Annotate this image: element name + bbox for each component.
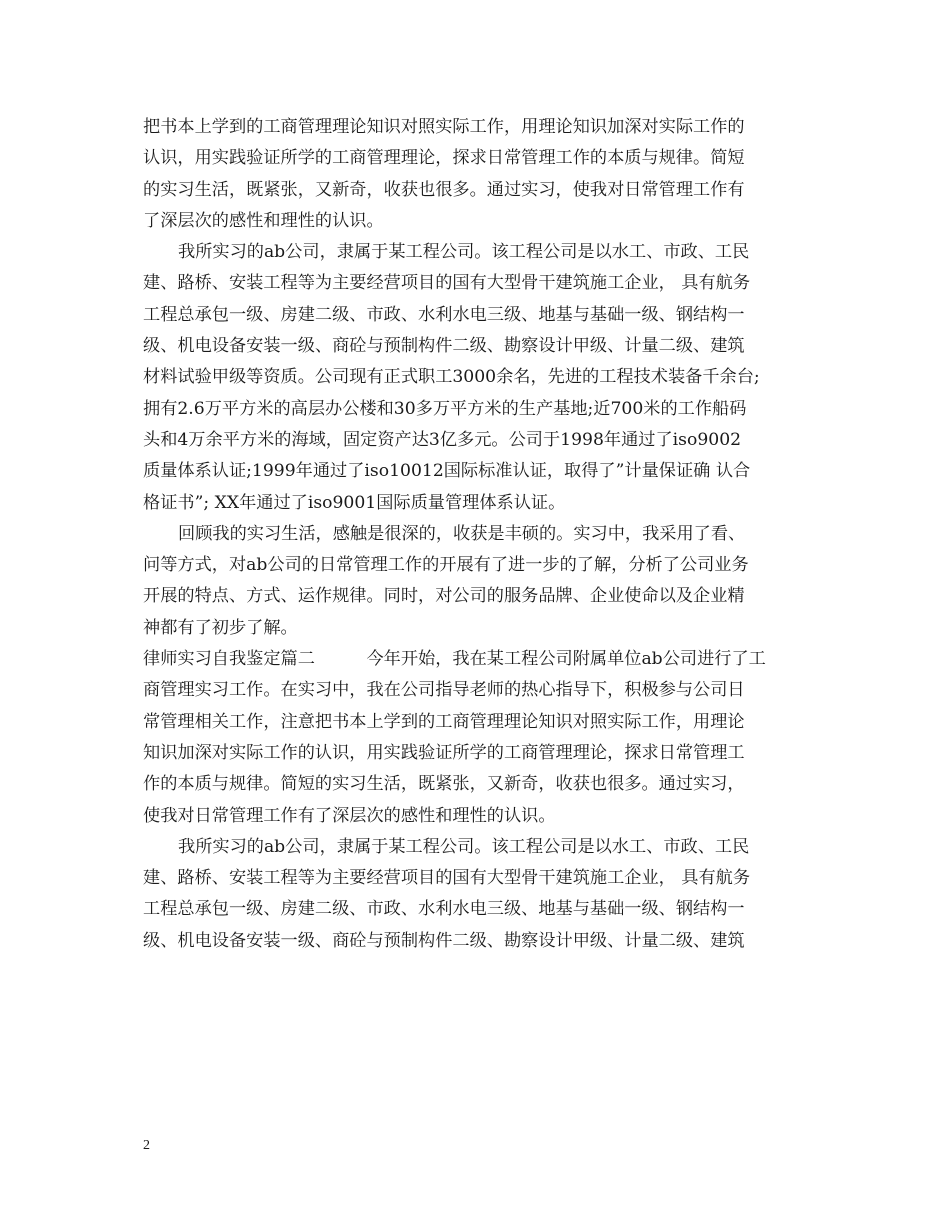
text-line: 知识加深对实际工作的认识，用实践验证所学的工商管理理论，探求日常管理工	[143, 742, 745, 763]
text-line: 了深层次的感性和理性的认识。	[143, 210, 384, 231]
text-line: 常管理相关工作，注意把书本上学到的工商管理理论知识对照实际工作，用理论	[143, 711, 745, 732]
page-number: 2	[143, 1138, 150, 1153]
text-line: 建、路桥、安装工程等为主要经营项目的国有大型骨干建筑施工企业， 具有航务	[143, 868, 751, 889]
text-line: 格证书”; XX年通过了iso9001国际质量管理体系认证。	[143, 492, 566, 513]
text-line: 工程总承包一级、房建二级、市政、水利水电三级、地基与基础一级、钢结构一	[143, 899, 745, 920]
text-line: 质量体系认证;1999年通过了iso10012国际标准认证，取得了”计量保证确 认合	[143, 461, 751, 482]
text-line: 神都有了初步了解。	[143, 617, 298, 638]
document-body	[143, 112, 813, 957]
text-line: 建、路桥、安装工程等为主要经营项目的国有大型骨干建筑施工企业， 具有航务	[143, 273, 751, 294]
text-line: 把书本上学到的工商管理理论知识对照实际工作，用理论知识加深对实际工作的	[143, 117, 745, 137]
text-line: 作的本质与规律。简短的实习生活，既紧张，又新奇，收获也很多。通过实习，	[143, 774, 745, 795]
text-line: 问等方式，对ab公司的日常管理工作的开展有了进一步的了解，分析了公司业务	[143, 555, 749, 576]
text-line: 级、机电设备安装一级、商砼与预制构件二级、勘察设计甲级、计量二级、建筑	[143, 930, 745, 951]
text-line: 我所实习的ab公司，隶属于某工程公司。该工程公司是以水工、市政、工民	[178, 242, 750, 263]
text-line: 认识，用实践验证所学的工商管理理论，探求日常管理工作的本质与规律。简短	[143, 148, 745, 169]
text-line: 材料试验甲级等资质。公司现有正式职工3000余名，先进的工程技术装备千余台;	[143, 367, 760, 388]
text-line: 拥有2.6万平方米的高层办公楼和30多万平方米的生产基地;近700米的工作船码	[143, 398, 747, 419]
text-line: 使我对日常管理工作有了深层次的感性和理性的认识。	[143, 805, 556, 826]
text-line: 商管理实习工作。在实习中，我在公司指导老师的热心指导下，积极参与公司日	[143, 680, 745, 701]
text-line: 开展的特点、方式、运作规律。同时，对公司的服务品牌、企业使命以及企业精	[143, 586, 745, 607]
text-line: 我所实习的ab公司，隶属于某工程公司。该工程公司是以水工、市政、工民	[178, 836, 750, 857]
text-line: 回顾我的实习生活，感触是很深的，收获是丰硕的。实习中，我采用了看、	[178, 523, 746, 544]
text-line: 律师实习自我鉴定篇二 今年开始，我在某工程公司附属单位ab公司进行了工	[143, 649, 766, 670]
text-line: 级、机电设备安装一级、商砼与预制构件二级、勘察设计甲级、计量二级、建筑	[143, 336, 745, 357]
text-line: 的实习生活，既紧张，又新奇，收获也很多。通过实习，使我对日常管理工作有	[143, 179, 745, 200]
text-line: 头和4万余平方米的海域，固定资产达3亿多元。公司于1998年通过了iso9002	[143, 429, 742, 450]
text-line: 工程总承包一级、房建二级、市政、水利水电三级、地基与基础一级、钢结构一	[143, 304, 745, 325]
